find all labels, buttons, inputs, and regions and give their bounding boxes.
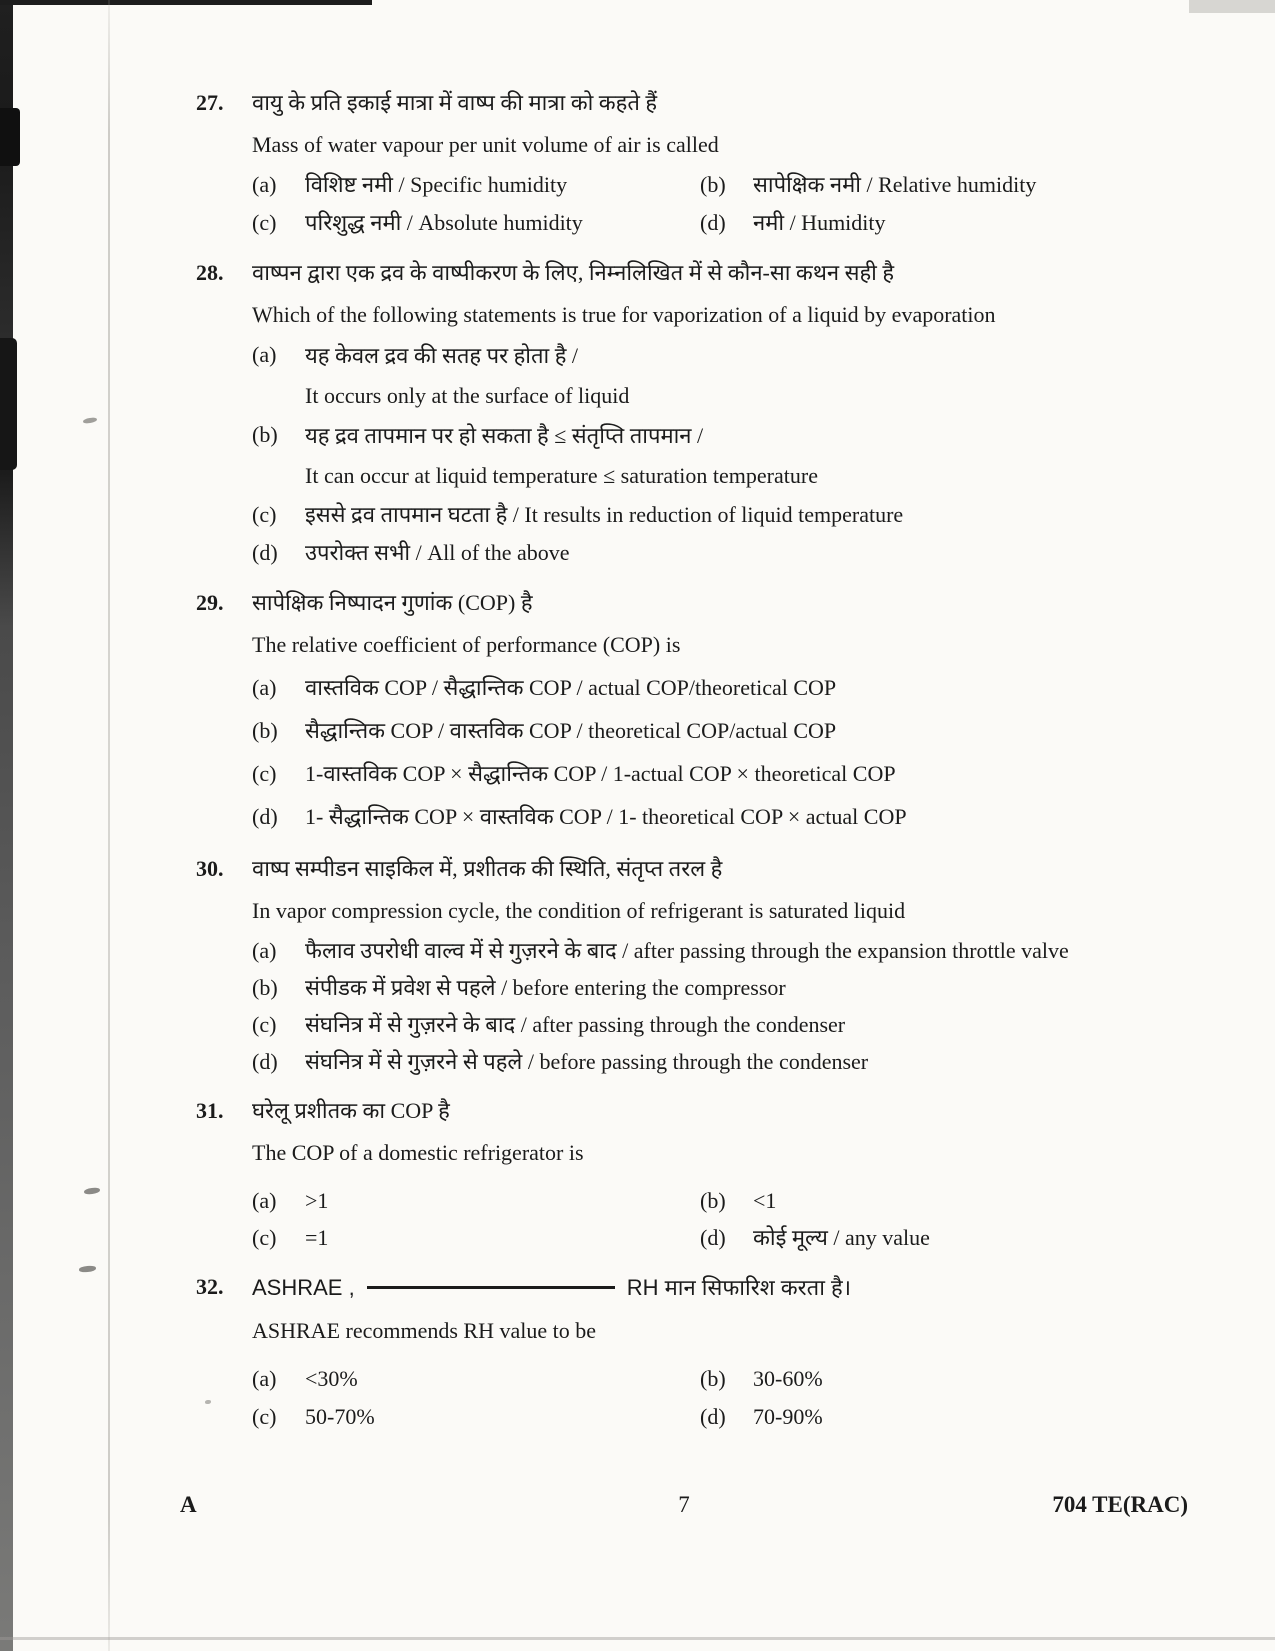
smudge-mark (84, 1187, 101, 1195)
question-31-english: The COP of a domestic refrigerator is (252, 1140, 584, 1165)
option-text: परिशुद्ध नमी / Absolute humidity (305, 210, 583, 235)
question-31-option-b (700, 1182, 1196, 1219)
booklet-series: A (180, 1492, 197, 1517)
question-28-number: 28. (196, 260, 224, 285)
question-30-number: 30. (196, 856, 224, 881)
question-28 (196, 252, 1196, 572)
question-27-option-d (700, 204, 1196, 242)
option-letter: (d) (700, 1404, 726, 1429)
option-text: <30% (305, 1366, 358, 1391)
questions-area (196, 82, 1196, 1446)
paper-code: 704 TE(RAC) (1052, 1492, 1188, 1517)
question-32-suffix: RH मान सिफारिश करता है। (626, 1275, 852, 1300)
option-text: सापेक्षिक नमी / Relative humidity (753, 172, 1037, 197)
option-letter: (a) (252, 342, 277, 367)
question-27-number: 27. (196, 90, 224, 115)
fill-in-blank-line (367, 1286, 615, 1289)
question-32-option-d (700, 1398, 1196, 1436)
question-27 (196, 82, 1196, 242)
question-28-english: Which of the following statements is true for vaporization of a liquid by evaporation (252, 302, 996, 327)
option-letter: (b) (252, 975, 278, 1000)
option-letter: (d) (700, 210, 726, 235)
scan-top-edge (0, 0, 372, 5)
option-letter: (a) (252, 172, 277, 197)
question-29-number: 29. (196, 590, 224, 615)
scan-bottom-edge (0, 1637, 1275, 1640)
option-text: विशिष्ट नमी / Specific humidity (305, 172, 568, 197)
option-letter: (a) (252, 1188, 277, 1213)
question-28-option-a (252, 336, 1196, 416)
question-29-option-a (252, 666, 1196, 709)
page-number: 7 (678, 1492, 690, 1517)
option-text: वास्तविक COP / सैद्धान्तिक COP / actual COP/theoretical COP (305, 675, 837, 700)
question-32-option-a (252, 1360, 700, 1398)
option-text: फैलाव उपरोधी वाल्व में से गुज़रने के बाद / after passing through the expansion throttle valve (305, 938, 1069, 963)
option-letter: (d) (252, 804, 278, 829)
option-text: =1 (305, 1225, 329, 1250)
question-32-number: 32. (196, 1274, 224, 1299)
option-text-hindi: यह केवल द्रव की सतह पर होता है / (305, 343, 578, 368)
question-27-hindi: वायु के प्रति इकाई मात्रा में वाष्प की मात्रा को कहते हैं (252, 90, 658, 115)
smudge-mark (79, 1265, 96, 1272)
question-31-hindi: घरेलू प्रशीतक का COP है (252, 1098, 450, 1123)
option-text: 30-60% (753, 1366, 823, 1391)
question-27-option-a (252, 166, 700, 204)
option-text: >1 (305, 1188, 329, 1213)
question-32-hindi-line (252, 1266, 1196, 1310)
question-29-option-c (252, 752, 1196, 795)
page-fold-line (108, 0, 110, 1651)
option-letter: (c) (252, 1225, 277, 1250)
question-31-option-d (700, 1219, 1196, 1256)
scan-edge-left (0, 0, 13, 1651)
question-29-option-d (252, 795, 1196, 838)
option-text: कोई मूल्य / any value (753, 1225, 930, 1250)
option-text: इससे द्रव तापमान घटता है / It results in reduction of liquid temperature (305, 502, 904, 527)
option-text: उपरोक्त सभी / All of the above (305, 540, 570, 565)
question-30-option-c (252, 1006, 1196, 1043)
question-31 (196, 1090, 1196, 1256)
smudge-mark (83, 417, 98, 424)
option-text: सैद्धान्तिक COP / वास्तविक COP / theoretical COP/actual COP (305, 718, 837, 743)
question-29 (196, 582, 1196, 838)
option-text: 50-70% (305, 1404, 375, 1429)
option-text-hindi: यह द्रव तापमान पर हो सकता है ≤ संतृप्ति तापमान / (305, 423, 704, 448)
option-text-english: It can occur at liquid temperature ≤ saturation temperature (305, 463, 818, 488)
scan-edge-blob (0, 108, 20, 166)
question-32 (196, 1266, 1196, 1436)
question-28-option-b (252, 416, 1196, 496)
option-letter: (b) (700, 1366, 726, 1391)
question-29-hindi: सापेक्षिक निष्पादन गुणांक (COP) है (252, 590, 533, 615)
question-32-option-c (252, 1398, 700, 1436)
question-29-english: The relative coefficient of performance (COP) is (252, 632, 681, 657)
option-letter: (b) (252, 718, 278, 743)
option-letter: (b) (700, 1188, 726, 1213)
option-letter: (c) (252, 761, 277, 786)
option-letter: (c) (252, 502, 277, 527)
option-text: संघनित्र में से गुज़रने से पहले / before passing through the condenser (305, 1049, 869, 1074)
question-27-english: Mass of water vapour per unit volume of air is called (252, 132, 719, 157)
question-28-hindi: वाष्पन द्वारा एक द्रव के वाष्पीकरण के लिए, निम्नलिखित में से कौन-सा कथन सही है (252, 260, 895, 285)
option-text: संघनित्र में से गुज़रने के बाद / after passing through the condenser (305, 1012, 846, 1037)
question-32-option-b (700, 1360, 1196, 1398)
question-32-english: ASHRAE recommends RH value to be (252, 1318, 596, 1343)
question-28-option-d (252, 534, 1196, 572)
option-letter: (b) (252, 422, 278, 447)
question-29-option-b (252, 709, 1196, 752)
question-30-option-a (252, 932, 1196, 969)
question-27-option-b (700, 166, 1196, 204)
question-27-option-c (252, 204, 700, 242)
option-text: 1-वास्तविक COP × सैद्धान्तिक COP / 1-actual COP × theoretical COP (305, 761, 896, 786)
option-letter: (d) (252, 1049, 278, 1074)
option-letter: (c) (252, 1012, 277, 1037)
page-footer (180, 1492, 1188, 1518)
option-letter: (a) (252, 1366, 277, 1391)
question-30-option-d (252, 1043, 1196, 1080)
scan-top-right-corner (1189, 0, 1275, 13)
option-letter: (c) (252, 1404, 277, 1429)
option-letter: (d) (700, 1225, 726, 1250)
question-32-prefix: ASHRAE , (252, 1275, 355, 1300)
question-31-option-a (252, 1182, 700, 1219)
scan-edge-blob (0, 338, 17, 470)
question-31-number: 31. (196, 1098, 224, 1123)
option-letter: (a) (252, 675, 277, 700)
option-text: <1 (753, 1188, 777, 1213)
option-letter: (b) (700, 172, 726, 197)
option-text: नमी / Humidity (753, 210, 886, 235)
option-text: 1- सैद्धान्तिक COP × वास्तविक COP / 1- theoretical COP × actual COP (305, 804, 907, 829)
option-text-english: It occurs only at the surface of liquid (305, 383, 630, 408)
question-30 (196, 848, 1196, 1080)
question-30-hindi: वाष्प सम्पीडन साइकिल में, प्रशीतक की स्थिति, संतृप्त तरल है (252, 856, 723, 881)
option-text: संपीडक में प्रवेश से पहले / before entering the compressor (305, 975, 786, 1000)
question-31-option-c (252, 1219, 700, 1256)
question-28-option-c (252, 496, 1196, 534)
option-letter: (d) (252, 540, 278, 565)
question-30-english: In vapor compression cycle, the condition of refrigerant is saturated liquid (252, 898, 906, 923)
option-letter: (a) (252, 938, 277, 963)
question-30-option-b (252, 969, 1196, 1006)
option-letter: (c) (252, 210, 277, 235)
option-text: 70-90% (753, 1404, 823, 1429)
